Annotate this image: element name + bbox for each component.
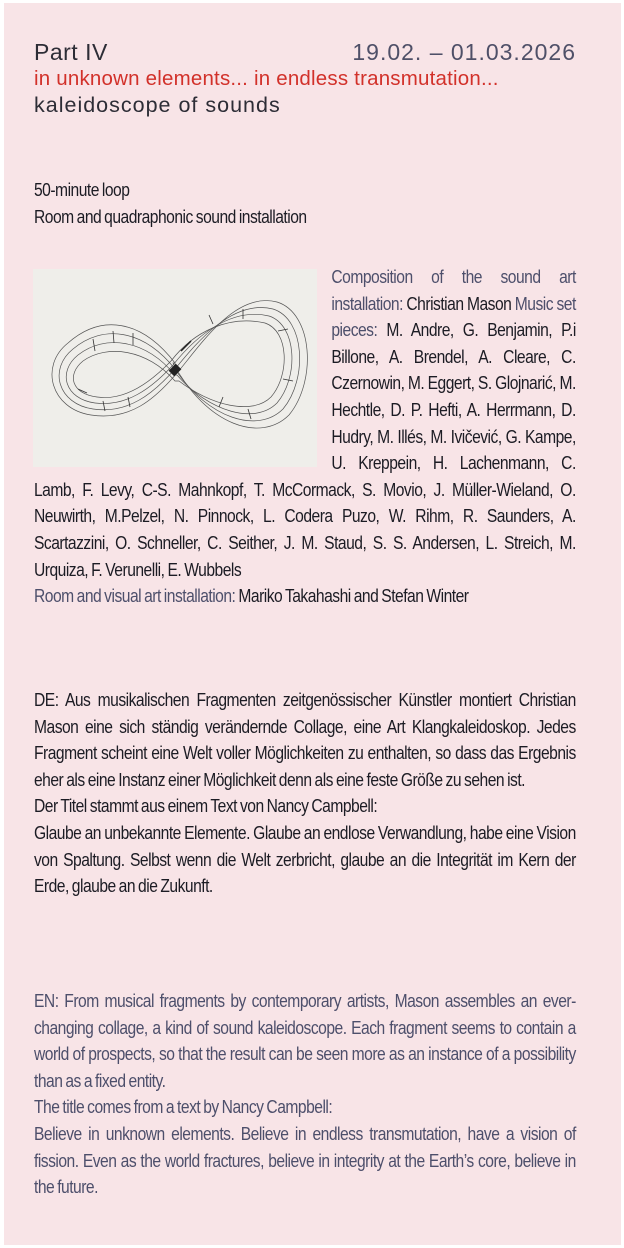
composition-value: Christian Mason	[406, 292, 512, 314]
part-label: Part IV	[34, 39, 108, 65]
room-value: Mariko Takahashi and Stefan Winter	[238, 585, 469, 607]
page	[4, 3, 621, 1245]
date-range: 19.02. – 01.03.2026	[352, 39, 576, 65]
en-paragraph-1: EN: From musical fragments by contemporary artists, Mason assembles an ever-changing collage, a kind of sound kaleidoscope. Each fragment seems to contain a world of prospects, so that the result can be seen more as an instance of a possibility than as a fixed entity.	[34, 990, 576, 1091]
image-spacer	[34, 264, 331, 476]
english-text	[34, 988, 576, 1201]
room-label: Room and visual art installation:	[34, 585, 236, 607]
credits	[34, 264, 576, 610]
page-title: in unknown elements... in endless transmutation...	[34, 67, 499, 90]
de-paragraph-1: DE: Aus musikalischen Fragmenten zeitgenössischer Künstler montiert Christian Mason eine sich ständig verändernde Collage, eine Art Klangkaleidoskop. Jedes Fragment scheint eine Welt voller Möglichkeiten zu enthalten, so dass das Ergebnis eher als eine Instanz einer Möglichkeit denn als eine feste Größe zu sehen ist.	[34, 689, 576, 790]
german-text	[34, 687, 576, 900]
music-value: M. Andre, G. Benjamin, P.i Billone, A. Brendel, A. Cleare, C. Czernowin, M. Eggert, S. Glojnarić, M. Hechtle, D. P. Hefti, A. Herrmann, D. Hudry, M. Illés, M. Ivičević, G. Kampe, U. Kreppein, H. Lachenmann, C. Lamb, F. Levy, C-S. Mahnkopf, T. McCormack, S. Movio, J. Müller-Wieland, O. Neuwirth, M.Pelzel, N. Pinnock, L. Codera Puzo, W. Rihm, R. Saunders, A. Scartazzini, O. Schneller, C. Seither, J. M. Staud, S. S. Andersen, L. Streich, M. Urquiza, F. Verunelli, E. Wubbels	[34, 319, 576, 580]
intro	[34, 177, 580, 230]
en-paragraph-2: The title comes from a text by Nancy Campbell:	[34, 1096, 333, 1118]
music-label: Music set pieces:	[331, 292, 576, 341]
en-paragraph-3: Believe in unknown elements. Believe in endless transmutation, have a vision of fission. Even as the world fractures, believe in integrity at the Earth’s core, believe in the future.	[34, 1122, 576, 1198]
intro-duration: 50-minute loop	[34, 179, 130, 200]
composition-label: Composition of the sound art installation:	[331, 266, 576, 314]
page-subtitle: kaleidoscope of sounds	[34, 93, 281, 117]
header	[34, 39, 576, 118]
intro-description: Room and quadraphonic sound installation	[34, 205, 307, 227]
de-paragraph-2: Der Titel stammt aus einem Text von Nancy Campbell:	[34, 795, 378, 817]
de-paragraph-3: Glaube an unbekannte Elemente. Glaube an endlose Verwandlung, habe eine Vision von Spaltung. Selbst wenn die Welt zerbricht, glaube an die Integrität im Kern der Erde, glaube an die Zukunft.	[34, 821, 576, 897]
